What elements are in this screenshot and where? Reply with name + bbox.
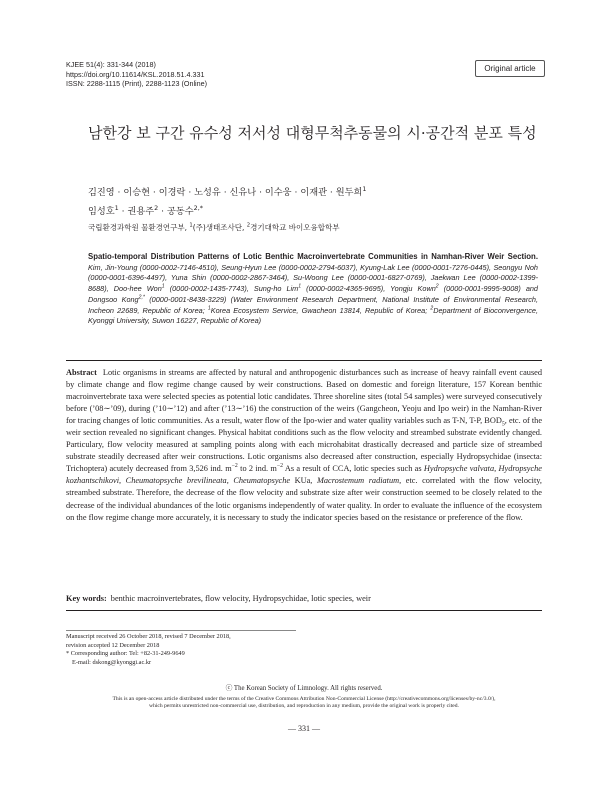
footnote-corresponding: * Corresponding author: Tel: +82-31-249-9649 [66, 650, 185, 658]
footnote-accepted: revision accepted 12 December 2018 [66, 641, 160, 649]
doi-link[interactable]: https://doi.org/10.11614/KSL.2018.51.4.331 [66, 69, 205, 79]
korean-authors [88, 183, 538, 221]
english-title-and-authors [88, 252, 538, 327]
korean-affiliations: 국립환경과학원 물환경연구부, $^1$(주)생태조사단, $^2$경기대학교 바이오융합학부 [88, 222, 340, 232]
keywords-text: benthic macroinvertebrates, flow velocity, Hydropsychidae, lotic species, weir [110, 594, 371, 603]
article-type-badge: Original article [475, 60, 545, 77]
abstract: Abstract Lotic organisms in streams are affected by natural and anthropogenic disturbances such as increase of heavy rainfall event caused by climate change and flow regime change caused by weir constructions. Based on domestic and foreign literature, 157 Korean benthic macroinvertebrate taxa were selected species as potential lotic candidates. Three shoreline sites (total 54 samples) were surveyed consecutively before (’08∼’09), during (’10∼’12) and after (’13∼’16) the construction of the weirs (Gangcheon, Yeoju and Ipo weir) in the Namhan-River for tracing changes of lotic communities. As a result, water flow of the Ipo-wier and water quality variables such as T-N, T-P, $BOD_5$, etc. of the weir section revealed no significant changes. Physical habitat conditions such as the flow velocity and streambed substrate evidently changed. Particulary, flow velocity measured at sampling points along with each microhabitat drastically decreased and particle size of streambed substrate steadily decreased after weir constructions. Lotic organisms also decreased after construction, especially Hydropsychidae (insecta: Trichoptera) acutely decreased from 3,526 ind. $m^{-2}$ to 2 ind. $m^{-2}$ As a result of CCA, lotic species such as Hydropsyche valvata, Hydropsyche kozhantschikovi, Cheumatopsyche brevilineata, Cheumatopsyche KUa, Macrostemum radiatum, etc. correlated with the flow velocity, streambed substrate. Therefore, the decrease of the flow velocity and substrate size after weir construction seemed to be closely related to the decrease of the individual abundances of the lotic organisms independently of water quality. In order to evaluate the influence of the ecosystem on the flow regime change more accurately, it is necessary to study the indicator species based on the resistance or preference of the flow. [66, 368, 542, 522]
footnote-email[interactable]: E-mail: dskong@kyonggi.ac.kr [72, 658, 152, 666]
abstract-label: Abstract [66, 368, 97, 377]
journal-header [66, 60, 207, 89]
keywords [66, 593, 542, 605]
keywords-bottom-rule [66, 610, 542, 611]
keywords-label: Key words: [66, 594, 107, 603]
issn: ISSN: 2288-1115 (Print), 2288-1123 (Online) [66, 79, 208, 89]
korean-title: 남한강 보 구간 유수성 저서성 대형무척추동물의 시·공간적 분포 특성 [88, 124, 537, 142]
footnote-received: Manuscript received 26 October 2018, revised 7 December 2018, [66, 633, 231, 640]
license-notice: This is an open-access article distributed under the terms of the Creative Commons Attribution Non-Commercial License (http://creativecommons.org/licenses/by-nc/3.0/), which permits unrestricted non-commercial use, distribution, and reproduction in any medium, provide the original work is properly cited. [112, 696, 496, 710]
english-authors: Kim, Jin-Young (0000-0002-7146-4510), Seung-Hyun Lee (0000-0002-2794-6037), Kyung-Lak Lee (0000-0001-7276-0445), Seongyu Noh (0000-0001-6396-4497), Yuna Shin (0000-0002-2867-3464), Su-Woong Lee (0000-0001-6827-0769), Jaekwan Lee (0000-0002-1399-8688), Doo-hee Won$^1$ (0000-0002-1435-7743), Sung-ho Lim$^1$ (0000-0002-4365-9695), Yongju Kown$^2$ (0000-0001-9995-9008) and Dongsoo Kong$^{2,*}$ (0000-0001-8438-3229) (Water Environment Research Department, National Institute of Environmental Research, Incheon 22689, Republic of Korea; $^1$Korea Ecosystem Service, Gwacheon 13814, Republic of Korea; $^2$Department of Bioconvergence, Kyonggi University, Suwon 16227, Republic of Korea) [88, 262, 539, 326]
page-number: — 331 — [288, 724, 320, 733]
copyright-notice: ⓒ The Korean Society of Limnology. All rights reserved. [225, 685, 383, 692]
english-title: Spatio-temporal Distribution Patterns of Lotic Benthic Macroinvertebrate Communities in Namhan-River Weir Section. [88, 252, 538, 261]
korean-authors-line-1: 김진영 · 이승현 · 이경락 · 노성유 · 신유나 · 이수웅 · 이재관 · 원두희$^1$ [88, 184, 367, 198]
footnotes [66, 633, 366, 667]
korean-authors-line-2: 임성호$^1$ · 권용주$^2$ · 공동수$^{2,*}$ [88, 203, 204, 217]
footnote-rule [66, 630, 296, 631]
journal-citation: KJEE 51(4): 331-344 (2018) [66, 60, 156, 69]
abstract-top-rule [66, 360, 542, 361]
